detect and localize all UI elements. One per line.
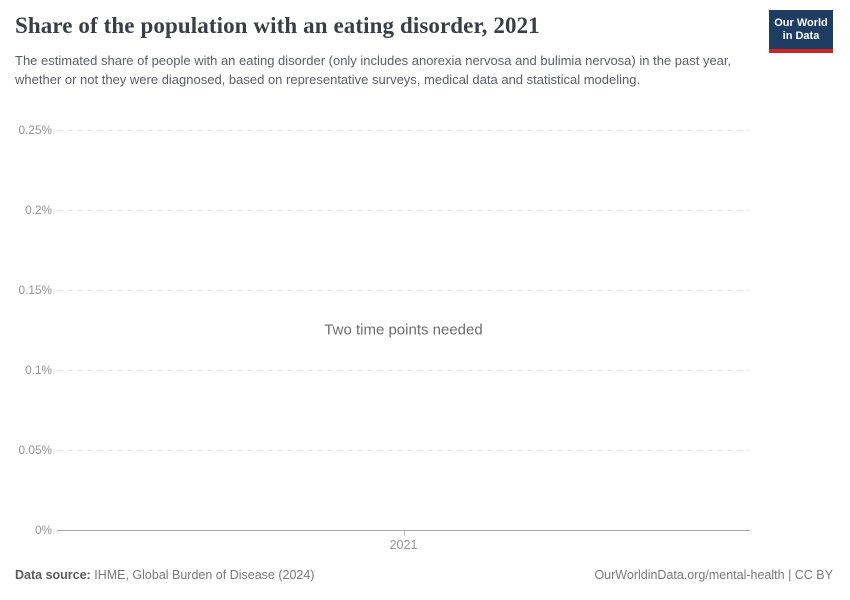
- footer-url-link[interactable]: OurWorldinData.org/mental-health | CC BY: [594, 568, 833, 582]
- y-axis-tick-label: 0.25%: [18, 123, 52, 137]
- data-source: [15, 568, 314, 582]
- chart-subtitle: The estimated share of people with an eating disorder (only includes anorexia nervosa and bulimia nervosa) in the past year, whether or not they were diagnosed, based on representative surveys, medical data and statistical modeling.: [15, 53, 732, 87]
- y-gridline: [57, 130, 750, 131]
- x-axis-tick-label: 2021: [389, 538, 418, 552]
- y-gridline: [57, 370, 750, 371]
- y-axis-tick-label: 0.15%: [18, 283, 52, 297]
- y-axis-tick-label: 0.2%: [25, 203, 52, 217]
- data-source-value: IHME, Global Burden of Disease (2024): [94, 568, 315, 582]
- y-gridline: [57, 450, 750, 451]
- data-source-label: Data source:: [15, 568, 91, 582]
- owid-logo-line2: in Data: [782, 29, 820, 42]
- chart-footer: [15, 568, 833, 582]
- y-axis-tick-label: 0%: [34, 523, 52, 537]
- y-axis-tick-label: 0.05%: [18, 443, 52, 457]
- chart-title: Share of the population with an eating disorder, 2021: [15, 13, 540, 38]
- y-gridline: [57, 290, 750, 291]
- y-gridline: [57, 210, 750, 211]
- owid-logo-line1: Our World: [774, 16, 828, 29]
- x-axis-tick-mark: [404, 531, 405, 536]
- y-axis-tick-label: 0.1%: [25, 363, 52, 377]
- empty-state-message: Two time points needed: [324, 321, 483, 339]
